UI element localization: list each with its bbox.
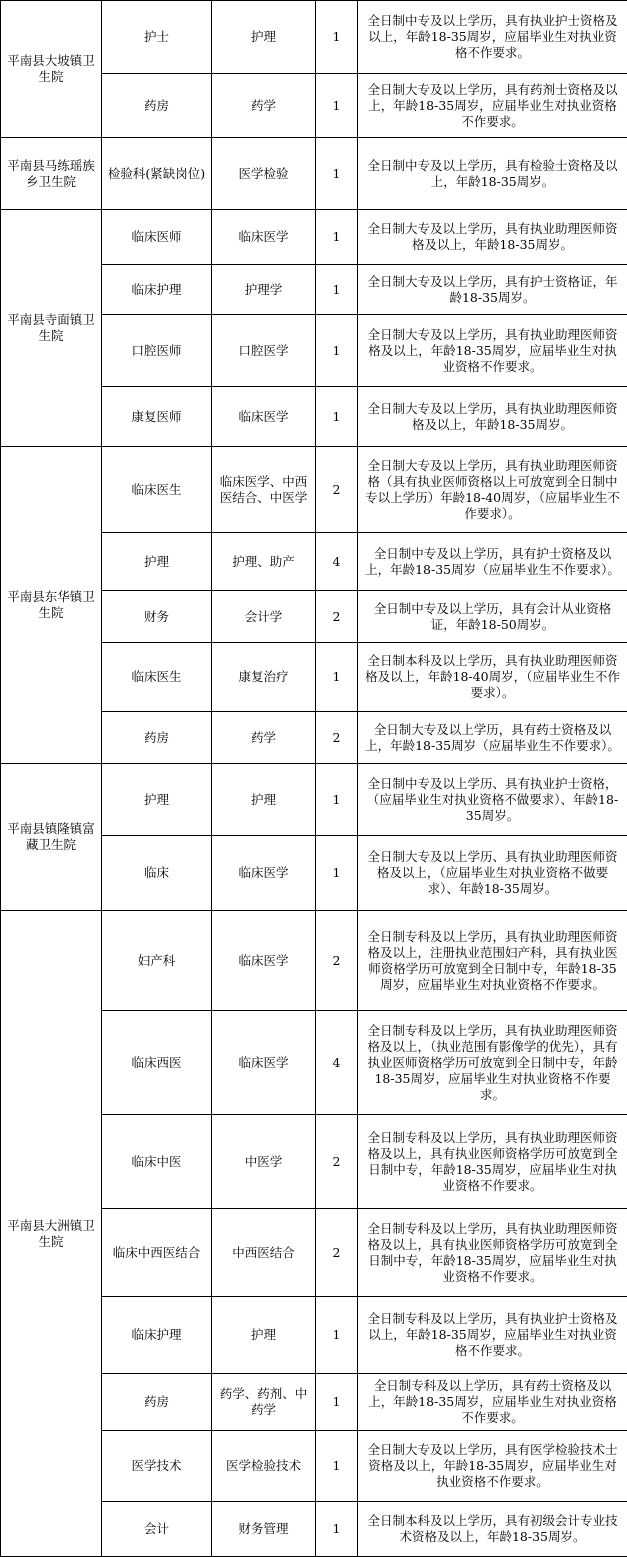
- count-cell: 1: [316, 1374, 358, 1431]
- requirement-cell: 全日制大专及以上学历，具有执业助理医师资格（具有执业医师资格以上可放宽到全日制中专以上学历）年龄18-40周岁，（应届毕业生不作要求）。: [358, 447, 627, 533]
- requirement-cell: 全日制专科及以上学历，具有执业助理医师资格及以上，具有执业医师资格学历可放宽到全日制中专，年龄18-35周岁，应届毕业生对执业资格不作要求。: [358, 1115, 627, 1209]
- requirement-cell: 全日制大专及以上学历，具有执业助理医师资格及以上，年龄18-35周岁，应届毕业生对执业资格不作要求。: [358, 315, 627, 387]
- count-cell: 1: [316, 1, 358, 74]
- post-cell: 临床护理: [102, 1297, 212, 1374]
- major-cell: 临床医学: [212, 1011, 316, 1115]
- major-cell: 临床医学: [212, 387, 316, 447]
- count-cell: 2: [316, 1209, 358, 1297]
- post-cell: 药房: [102, 1374, 212, 1431]
- count-cell: 1: [316, 74, 358, 138]
- unit-name-cell: 平南县大洲镇卫生院: [1, 911, 102, 1557]
- count-cell: 1: [316, 643, 358, 712]
- requirement-cell: 全日制专科及以上学历，具有执业助理医师资格及以上，具有执业医师资格学历可放宽到全日制中专，年龄18-35周岁，应届毕业生对执业资格不作要求。: [358, 1209, 627, 1297]
- major-cell: 会计学: [212, 591, 316, 643]
- requirement-cell: 全日制中专及以上学历，具有执业护士资格及以上，年龄18-35周岁，应届毕业生对执业资格不作要求。: [358, 1, 627, 74]
- post-cell: 临床护理: [102, 265, 212, 315]
- requirement-cell: 全日制大专及以上学历，具有护士资格证，年龄18-35周岁。: [358, 265, 627, 315]
- table-row: [1, 911, 627, 1011]
- major-cell: 中医学: [212, 1115, 316, 1209]
- post-cell: 药房: [102, 712, 212, 764]
- requirement-cell: 全日制本科及以上学历，具有初级会计专业技术资格及以上，年龄18-35周岁。: [358, 1502, 627, 1557]
- major-cell: 护理: [212, 1, 316, 74]
- table-row: [1, 764, 627, 836]
- count-cell: 4: [316, 1011, 358, 1115]
- count-cell: 2: [316, 712, 358, 764]
- count-cell: 2: [316, 447, 358, 533]
- count-cell: 2: [316, 911, 358, 1011]
- requirement-cell: 全日制大专及以上学历，具有药剂士资格及以上，年龄18-35周岁，应届毕业生对执业资格不作要求。: [358, 74, 627, 138]
- count-cell: 1: [316, 265, 358, 315]
- unit-name-cell: 平南县镇隆镇富藏卫生院: [1, 764, 102, 911]
- count-cell: 1: [316, 387, 358, 447]
- major-cell: 药学: [212, 74, 316, 138]
- requirement-cell: 全日制中专及以上学历、具有执业护士资格，（应届毕业生对执业资格不做要求）、年龄18-35周岁。: [358, 764, 627, 836]
- major-cell: 护理: [212, 764, 316, 836]
- major-cell: 临床医学: [212, 836, 316, 911]
- unit-name-cell: 平南县大坡镇卫生院: [1, 1, 102, 138]
- post-cell: 财务: [102, 591, 212, 643]
- major-cell: 口腔医学: [212, 315, 316, 387]
- count-cell: 1: [316, 1502, 358, 1557]
- post-cell: 康复医师: [102, 387, 212, 447]
- major-cell: 中西医结合: [212, 1209, 316, 1297]
- requirement-cell: 全日制专科及以上学历，具有药士资格及以上，年龄18-35周岁，应届毕业生对执业资格不作要求。: [358, 1374, 627, 1431]
- count-cell: 2: [316, 1115, 358, 1209]
- requirement-cell: 全日制本科及以上学历，具有执业助理医师资格及以上，年龄18-40周岁，（应届毕业生不作要求）。: [358, 643, 627, 712]
- major-cell: 财务管理: [212, 1502, 316, 1557]
- major-cell: 护理、助产: [212, 533, 316, 591]
- major-cell: 临床医学、中西医结合、中医学: [212, 447, 316, 533]
- count-cell: 4: [316, 533, 358, 591]
- post-cell: 临床医生: [102, 643, 212, 712]
- table-row: [1, 138, 627, 210]
- major-cell: 医学检验: [212, 138, 316, 210]
- post-cell: 临床: [102, 836, 212, 911]
- unit-name-cell: 平南县东华镇卫生院: [1, 447, 102, 764]
- post-cell: 临床医生: [102, 447, 212, 533]
- table-row: [1, 1, 627, 74]
- post-cell: 临床中医: [102, 1115, 212, 1209]
- table-body: [1, 1, 627, 1557]
- major-cell: 护理: [212, 1297, 316, 1374]
- requirement-cell: 全日制中专及以上学历，具有会计从业资格证，年龄18-50周岁。: [358, 591, 627, 643]
- post-cell: 临床医师: [102, 210, 212, 265]
- count-cell: 1: [316, 1431, 358, 1502]
- major-cell: 临床医学: [212, 911, 316, 1011]
- requirement-cell: 全日制中专及以上学历，具有检验士资格及以上，年龄18-35周岁。: [358, 138, 627, 210]
- count-cell: 1: [316, 836, 358, 911]
- table-row: [1, 210, 627, 265]
- post-cell: 会计: [102, 1502, 212, 1557]
- post-cell: 检验科(紧缺岗位): [102, 138, 212, 210]
- unit-name-cell: 平南县马练瑶族乡卫生院: [1, 138, 102, 210]
- major-cell: 医学检验技术: [212, 1431, 316, 1502]
- post-cell: 护理: [102, 533, 212, 591]
- post-cell: 妇产科: [102, 911, 212, 1011]
- post-cell: 口腔医师: [102, 315, 212, 387]
- major-cell: 护理学: [212, 265, 316, 315]
- major-cell: 康复治疗: [212, 643, 316, 712]
- count-cell: 1: [316, 210, 358, 265]
- count-cell: 2: [316, 591, 358, 643]
- count-cell: 1: [316, 315, 358, 387]
- count-cell: 1: [316, 764, 358, 836]
- post-cell: 临床西医: [102, 1011, 212, 1115]
- unit-name-cell: 平南县寺面镇卫生院: [1, 210, 102, 447]
- post-cell: 护士: [102, 1, 212, 74]
- count-cell: 1: [316, 138, 358, 210]
- requirement-cell: 全日制大专及以上学历，具有医学检验技术士资格及以上，年龄18-35周岁，应届毕业生对执业资格不作要求。: [358, 1431, 627, 1502]
- major-cell: 临床医学: [212, 210, 316, 265]
- requirement-cell: 全日制大专及以上学历，具有执业助理医师资格及以上，年龄18-35周岁。: [358, 210, 627, 265]
- table-row: [1, 447, 627, 533]
- requirement-cell: 全日制大专及以上学历，具有执业助理医师资格及以上，年龄18-35周岁。: [358, 387, 627, 447]
- post-cell: 药房: [102, 74, 212, 138]
- post-cell: 医学技术: [102, 1431, 212, 1502]
- requirement-cell: 全日制大专及以上学历、具有执业助理医师资格及以上，（应届毕业生对执业资格不做要求）、年龄18-35周岁。: [358, 836, 627, 911]
- major-cell: 药学: [212, 712, 316, 764]
- major-cell: 药学、药剂、中药学: [212, 1374, 316, 1431]
- requirement-cell: 全日制中专及以上学历，具有护士资格及以上，年龄18-35周岁（应届毕业生不作要求）。: [358, 533, 627, 591]
- requirement-cell: 全日制专科及以上学历，具有执业助理医师资格及以上，注册执业范围妇产科，具有执业医师资格学历可放宽到全日制中专，年龄18-35周岁，应届毕业生对执业资格不作要求。: [358, 911, 627, 1011]
- post-cell: 护理: [102, 764, 212, 836]
- requirement-cell: 全日制专科及以上学历，具有执业助理医师资格及以上，（执业范围有影像学的优先），具有执业医师资格学历可放宽到全日制中专，年龄18-35周岁，应届毕业生对执业资格不作要求。: [358, 1011, 627, 1115]
- requirement-cell: 全日制专科及以上学历，具有执业护士资格及以上，年龄18-35周岁，应届毕业生对执业资格不作要求。: [358, 1297, 627, 1374]
- post-cell: 临床中西医结合: [102, 1209, 212, 1297]
- count-cell: 1: [316, 1297, 358, 1374]
- requirement-cell: 全日制大专及以上学历，具有药士资格及以上，年龄18-35周岁（应届毕业生不作要求）。: [358, 712, 627, 764]
